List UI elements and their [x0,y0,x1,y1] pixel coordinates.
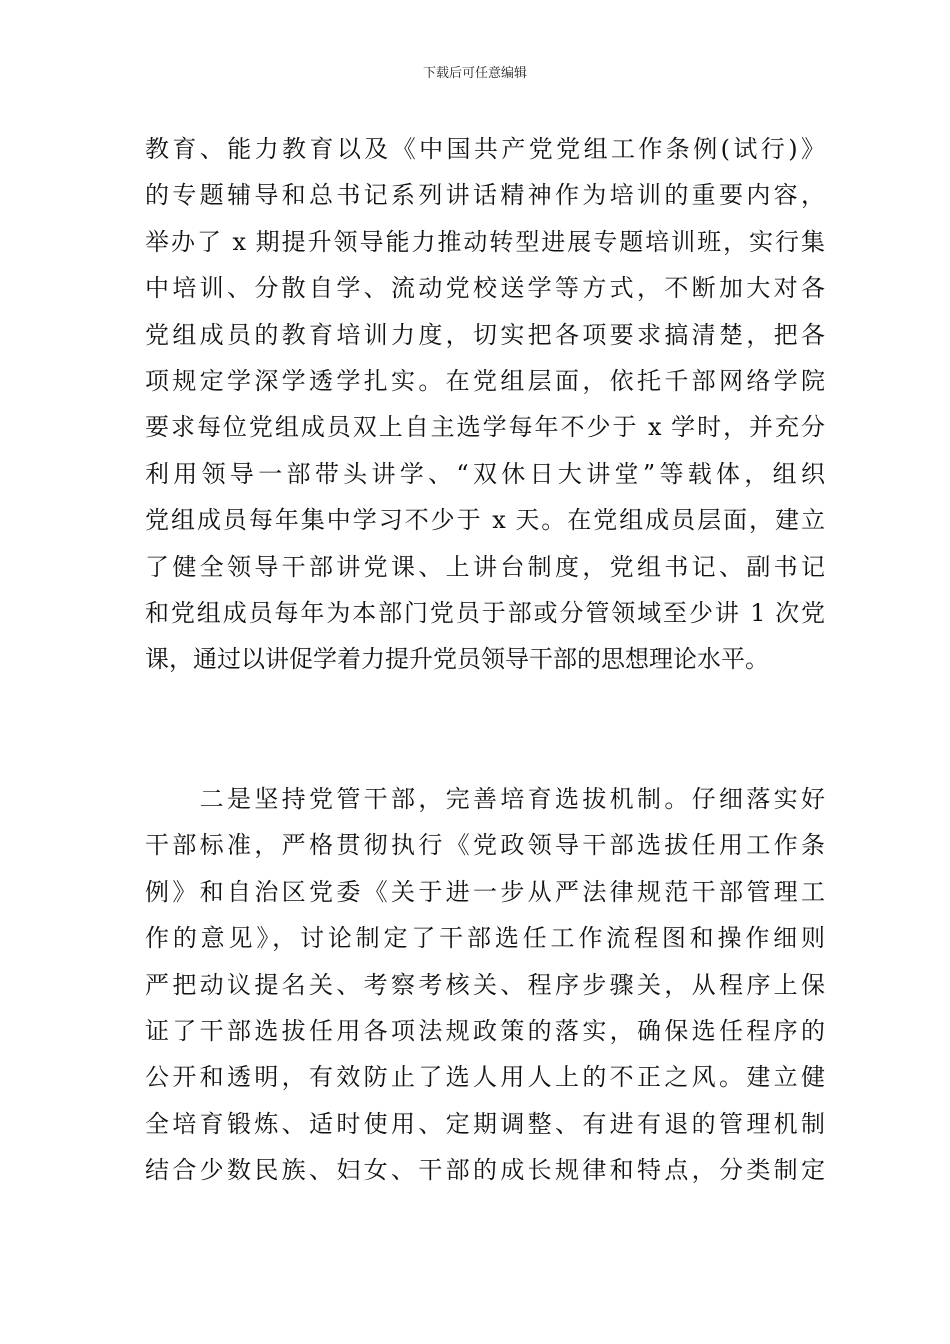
text-line: 严把动议提名关、考察考核关、程序步骤关，从程序上保 [145,970,825,999]
text-line: 项规定学深学透学扎实。在党组层面，依托千部网络学院 [145,366,825,395]
text-line: 干部标准，严格贯彻执行《党政领导干部选拔任用工作条 [145,831,825,860]
text-line: 和党组成员每年为本部门党员于部或分管领域至少讲 1 次党 [145,598,825,627]
text-line: 党组成员每年集中学习不少于 x 天。在党组成员层面，建立 [145,506,825,535]
text-line: 全培育锻炼、适时使用、定期调整、有进有退的管理机制 [145,1109,825,1138]
text-line: 二是坚持党管干部，完善培育选拔机制。仔细落实好 [145,785,825,813]
text-line: 证了干部选拔任用各项法规政策的落实，确保选任程序的 [145,1016,825,1045]
text-line: 举办了 x 期提升领导能力推动转型进展专题培训班，实行集 [145,227,825,256]
paragraph-1 [145,126,825,683]
text-line: 的专题辅导和总书记系列讲话精神作为培训的重要内容， [145,181,825,210]
page-header: 下载后可任意编辑 [422,66,527,81]
text-line: 利用领导一部带头讲学、“双休日大讲堂”等载体，组织 [145,459,825,488]
text-line: 要求每位党组成员双上自主选学每年不少于 x 学时，并充分 [145,413,825,442]
text-line: 结合少数民族、妇女、干部的成长规律和特点，分类制定 [145,1156,825,1185]
text-line: 公开和透明，有效防止了选人用人上的不正之风。建立健 [145,1063,825,1092]
text-line: 教育、能力教育以及《中国共产党党组工作条例(试行)》 [145,135,825,163]
paragraph-2 [145,776,825,1194]
text-line: 中培训、分散自学、流动党校送学等方式，不断加大对各 [145,274,825,303]
text-line: 课，通过以讲促学着力提升党员领导干部的思想理论水平。 [145,645,769,674]
text-line: 作的意见》，讨论制定了干部选任工作流程图和操作细则 [145,924,825,953]
text-line: 例》和自治区党委《关于进一步从严法律规范干部管理工 [145,877,825,906]
text-line: 了健全领导干部讲党课、上讲台制度，党组书记、副书记 [145,552,825,581]
text-line: 党组成员的教育培训力度，切实把各项要求搞清楚，把各 [145,320,825,349]
